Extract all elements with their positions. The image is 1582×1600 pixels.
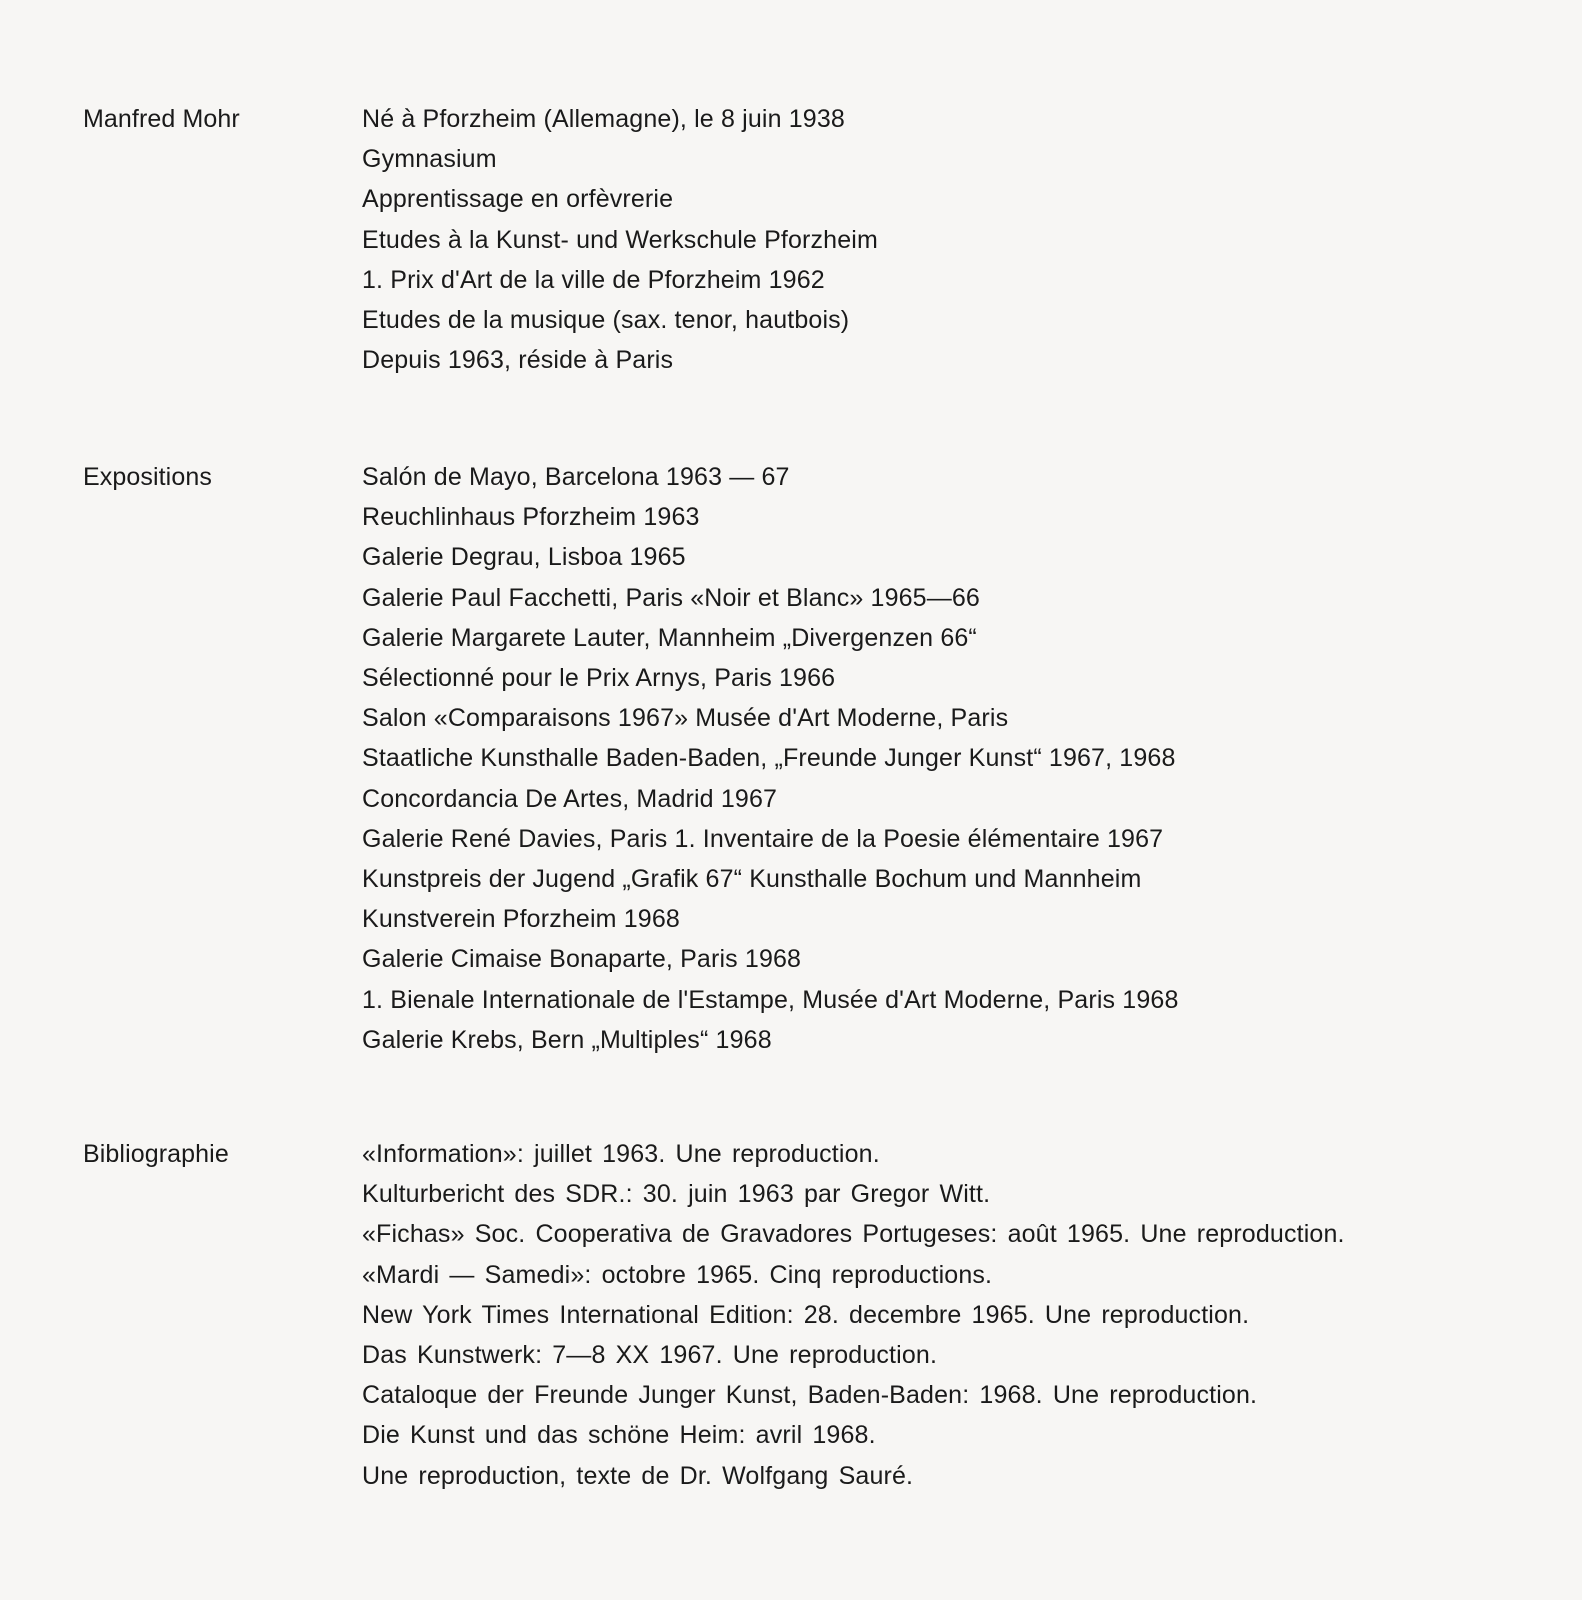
bibliographie-entry: New York Times International Edition: 28. decembre 1965. Une reproduction. (362, 1300, 1250, 1329)
bibliographie-entry: «Mardi — Samedi»: octobre 1965. Cinq reproductions. (362, 1260, 993, 1289)
exposition-entry: Concordancia De Artes, Madrid 1967 (362, 784, 778, 813)
exposition-entry: Galerie Cimaise Bonaparte, Paris 1968 (362, 945, 802, 974)
bibliographie-entry: Das Kunstwerk: 7—8 XX 1967. Une reproduction. (362, 1341, 938, 1370)
expositions-entries (362, 457, 1179, 1060)
bibliographie-entry: Cataloque der Freunde Junger Kunst, Baden-Baden: 1968. Une reproduction. (362, 1381, 1258, 1410)
biography-entry: Né à Pforzheim (Allemagne), le 8 juin 1938 (362, 105, 845, 133)
biography-entry: Gymnasium (362, 145, 497, 174)
bibliographie-entries (362, 1134, 1345, 1496)
biography-entry: Depuis 1963, réside à Paris (362, 346, 674, 375)
exposition-entry: Salon «Comparaisons 1967» Musée d'Art Moderne, Paris (362, 704, 1009, 733)
biography-entry: 1. Prix d'Art de la ville de Pforzheim 1962 (362, 265, 825, 294)
bibliographie-entry: Die Kunst und das schöne Heim: avril 1968. (362, 1421, 876, 1450)
exposition-entry: Galerie Paul Facchetti, Paris «Noir et Blanc» 1965—66 (362, 583, 980, 612)
exposition-entry: Galerie Degrau, Lisboa 1965 (362, 543, 686, 572)
biography-entry: Apprentissage en orfèvrerie (362, 185, 674, 214)
exposition-entry: Galerie Krebs, Bern „Multiples“ 1968 (362, 1025, 772, 1054)
section-label-expositions: Expositions (83, 463, 212, 491)
section-label-manfred-mohr: Manfred Mohr (83, 105, 240, 133)
exposition-entry: Sélectionné pour le Prix Arnys, Paris 1966 (362, 664, 836, 693)
exposition-entry: Kunstpreis der Jugend „Grafik 67“ Kunsthalle Bochum und Mannheim (362, 865, 1142, 894)
exposition-entry: Galerie Margarete Lauter, Mannheim „Divergenzen 66“ (362, 623, 977, 652)
exposition-entry: Kunstverein Pforzheim 1968 (362, 905, 680, 934)
bibliographie-entry: «Information»: juillet 1963. Une reproduction. (362, 1140, 880, 1168)
exposition-entry: Reuchlinhaus Pforzheim 1963 (362, 503, 700, 532)
bibliographie-entry: «Fichas» Soc. Cooperativa de Gravadores Portugeses: août 1965. Une reproduction. (362, 1220, 1345, 1249)
exposition-entry: 1. Bienale Internationale de l'Estampe, Musée d'Art Moderne, Paris 1968 (362, 985, 1179, 1014)
bibliographie-entry: Une reproduction, texte de Dr. Wolfgang Sauré. (362, 1461, 914, 1490)
exposition-entry: Salón de Mayo, Barcelona 1963 — 67 (362, 463, 790, 491)
section-label-bibliographie: Bibliographie (83, 1140, 229, 1168)
biography-entry: Etudes à la Kunst- und Werkschule Pforzheim (362, 225, 878, 254)
biography-entry: Etudes de la musique (sax. tenor, hautbois) (362, 306, 850, 335)
exposition-entry: Staatliche Kunsthalle Baden-Baden, „Freunde Junger Kunst“ 1967, 1968 (362, 744, 1176, 773)
biography-entries (362, 99, 878, 380)
exposition-entry: Galerie René Davies, Paris 1. Inventaire de la Poesie élémentaire 1967 (362, 824, 1164, 853)
bibliographie-entry: Kulturbericht des SDR.: 30. juin 1963 par Gregor Witt. (362, 1180, 991, 1209)
